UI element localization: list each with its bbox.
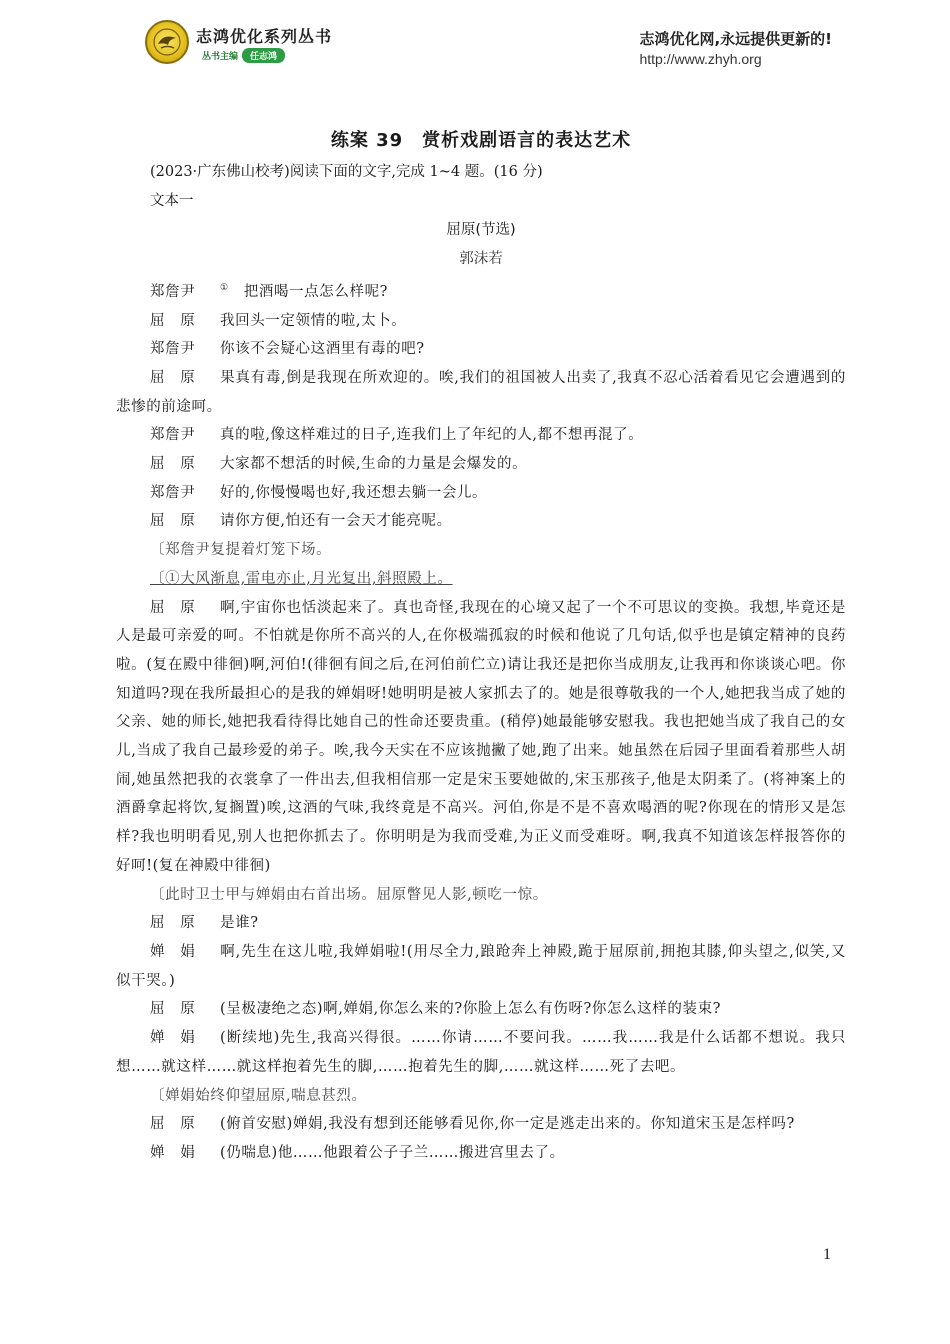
dialogue-line <box>116 995 846 1024</box>
speaker-name: 屈 原 <box>150 915 196 932</box>
dialogue-line <box>116 364 846 421</box>
series-logo-icon <box>145 20 189 64</box>
bird-emblem-icon <box>152 27 182 57</box>
dialogue-line <box>116 507 846 536</box>
series-title: 志鸿优化系列丛书 <box>196 27 333 46</box>
site-slogan: 志鸿优化网,永远提供更新的! <box>639 30 832 48</box>
dialogue-line <box>116 450 846 479</box>
editor-label: 丛书主编 <box>202 52 239 62</box>
site-url-link[interactable]: http://www.zhyh.org <box>639 51 762 67</box>
speaker-name: 郑詹尹 <box>150 484 196 501</box>
dialogue-text: 果真有毒,倒是我现在所欢迎的。唉,我们的祖国被人出卖了,我真不忍心活着看见它会遭遇到的悲惨的前途呵。 <box>116 369 846 415</box>
dialogue-line <box>116 1024 846 1081</box>
editor-credit <box>202 48 285 63</box>
speaker-name: 婵 娟 <box>150 1144 196 1161</box>
dialogue-text: 你该不会疑心这酒里有毒的吧? <box>220 341 425 358</box>
speaker-name: 郑詹尹 <box>150 341 196 358</box>
dialogue-text: (呈极凄绝之态)啊,婵娟,你怎么来的?你脸上怎么有伤呀?你怎么这样的装束? <box>220 1001 722 1018</box>
dialogue-line <box>116 421 846 450</box>
dialogue-line <box>116 938 846 995</box>
footnote-marker: ① <box>220 283 229 293</box>
stage-direction: 〔此时卫士甲与婵娟由右首出场。屈原瞥见人影,顿吃一惊。 <box>150 886 548 903</box>
speaker-name: 屈 原 <box>150 1116 196 1133</box>
dialogue-text: 我回头一定领情的啦,太卜。 <box>220 312 407 329</box>
monologue-paragraph <box>116 594 846 881</box>
speaker-name: 婵 娟 <box>150 944 196 960</box>
stage-direction: 〔郑詹尹复提着灯笼下场。 <box>150 542 332 559</box>
dialogue-text: 把酒喝一点怎么样呢? <box>228 283 389 300</box>
page-number: 1 <box>823 1246 831 1263</box>
stage-direction: 〔婵娟始终仰望屈原,喘息甚烈。 <box>150 1087 367 1104</box>
dialogue-line <box>116 1139 846 1168</box>
speaker-name: 屈 原 <box>150 456 196 473</box>
exercise-content <box>116 126 846 1168</box>
exercise-instructions: (2023·广东佛山校考)阅读下面的文字,完成 1~4 题。(16 分) <box>150 164 543 180</box>
play-author: 郭沫若 <box>459 251 503 267</box>
speaker-name: 郑詹尹 <box>150 283 196 300</box>
dialogue-text: 啊,先生在这儿啦,我婵娟啦!(用尽全力,踉跄奔上神殿,跪于屈原前,拥抱其膝,仰头望之,似笑,又似干哭。) <box>116 944 846 989</box>
dialogue-text: (仍喘息)他……他跟着公子子兰……搬进宫里去了。 <box>220 1144 565 1161</box>
underlined-passage: 〔①大风渐息,雷电亦止,月光复出,斜照殿上。 <box>150 570 453 587</box>
dialogue-text: 是谁? <box>220 915 259 932</box>
speaker-name: 屈 原 <box>150 369 196 386</box>
dialogue-line <box>116 274 846 307</box>
editor-name-badge: 任志鸿 <box>242 48 285 63</box>
dialogue-line <box>116 335 846 364</box>
dialogue-text: (俯首安慰)婵娟,我没有想到还能够看见你,你一定是逃走出来的。你知道宋玉是怎样吗? <box>220 1116 795 1133</box>
dialogue-text: (断续地)先生,我高兴得很。……你请……不要问我。……我……我是什么话都不想说。我只想……就这样……就这样抱着先生的脚,……抱着先生的脚,……就这样……死了去吧。 <box>116 1030 846 1075</box>
dialogue-text: 真的啦,像这样难过的日子,连我们上了年纪的人,都不想再混了。 <box>220 427 644 444</box>
speaker-name: 郑詹尹 <box>150 427 196 444</box>
lesson-title: 练案 39 赏析戏剧语言的表达艺术 <box>330 130 632 151</box>
speaker-name: 屈 原 <box>150 312 196 329</box>
page-header <box>0 0 950 80</box>
dialogue-line <box>116 307 846 336</box>
dialogue-text: 大家都不想活的时候,生命的力量是会爆发的。 <box>220 456 528 473</box>
dialogue-text: 好的,你慢慢喝也好,我还想去躺一会儿。 <box>220 484 488 501</box>
speaker-name: 屈 原 <box>150 1001 196 1018</box>
speaker-name: 屈 原 <box>150 599 196 616</box>
play-title: 屈原(节选) <box>446 222 516 238</box>
dialogue-line <box>116 909 846 938</box>
speaker-name: 屈 原 <box>150 513 196 530</box>
monologue-text: 啊,宇宙你也恬淡起来了。真也奇怪,我现在的心境又起了一个不可思议的变换。我想,毕竟还是人是最可亲爱的呵。不怕就是你所不高兴的人,在你极端孤寂的时候和他说了几句话,似乎也是镇定精神的良药啦。(复在殿中徘徊)啊,河伯!(徘徊有间之后,在河伯前伫立)请让我还是把你当成朋友,让我再和你谈谈心吧。你知道吗?现在我所最担心的是我的婵娟呀!她明明是被人家抓去了的。她是很尊敬我的一个人,她把我当成了她的父亲、她的师长,她把我看待得比她自己的性命还要贵重。(稍停)她最能够安慰我。我也把她当成了我自己的女儿,当成了我自己最珍爱的弟子。唉,我今天实在不应该抛撇了她,跑了出来。她虽然在后园子里面看着那些人胡闹,她虽然把我的衣裳拿了一件出去,但我相信那一定是宋玉要她做的,宋玉那孩子,他是太阴柔了。(将神案上的酒爵拿起将饮,复搁置)唉,这酒的气味,我终竟是不高兴。河伯,你是不是不喜欢喝酒的呢?你现在的情形又是怎样?我也明明看见,别人也把你抓去了。你明明是为我而受难,为正义而受难呀。啊,我真不知道该怎样报答你的好呵!(复在神殿中徘徊) <box>116 599 846 874</box>
speaker-name: 婵 娟 <box>150 1030 196 1047</box>
header-right <box>639 28 832 67</box>
dialogue-line <box>116 479 846 508</box>
dialogue-text: 请你方便,怕还有一会天才能亮呢。 <box>220 513 452 530</box>
dialogue-line <box>116 1110 846 1139</box>
section-label: 文本一 <box>150 193 194 209</box>
stage-direction-underlined <box>116 565 846 594</box>
